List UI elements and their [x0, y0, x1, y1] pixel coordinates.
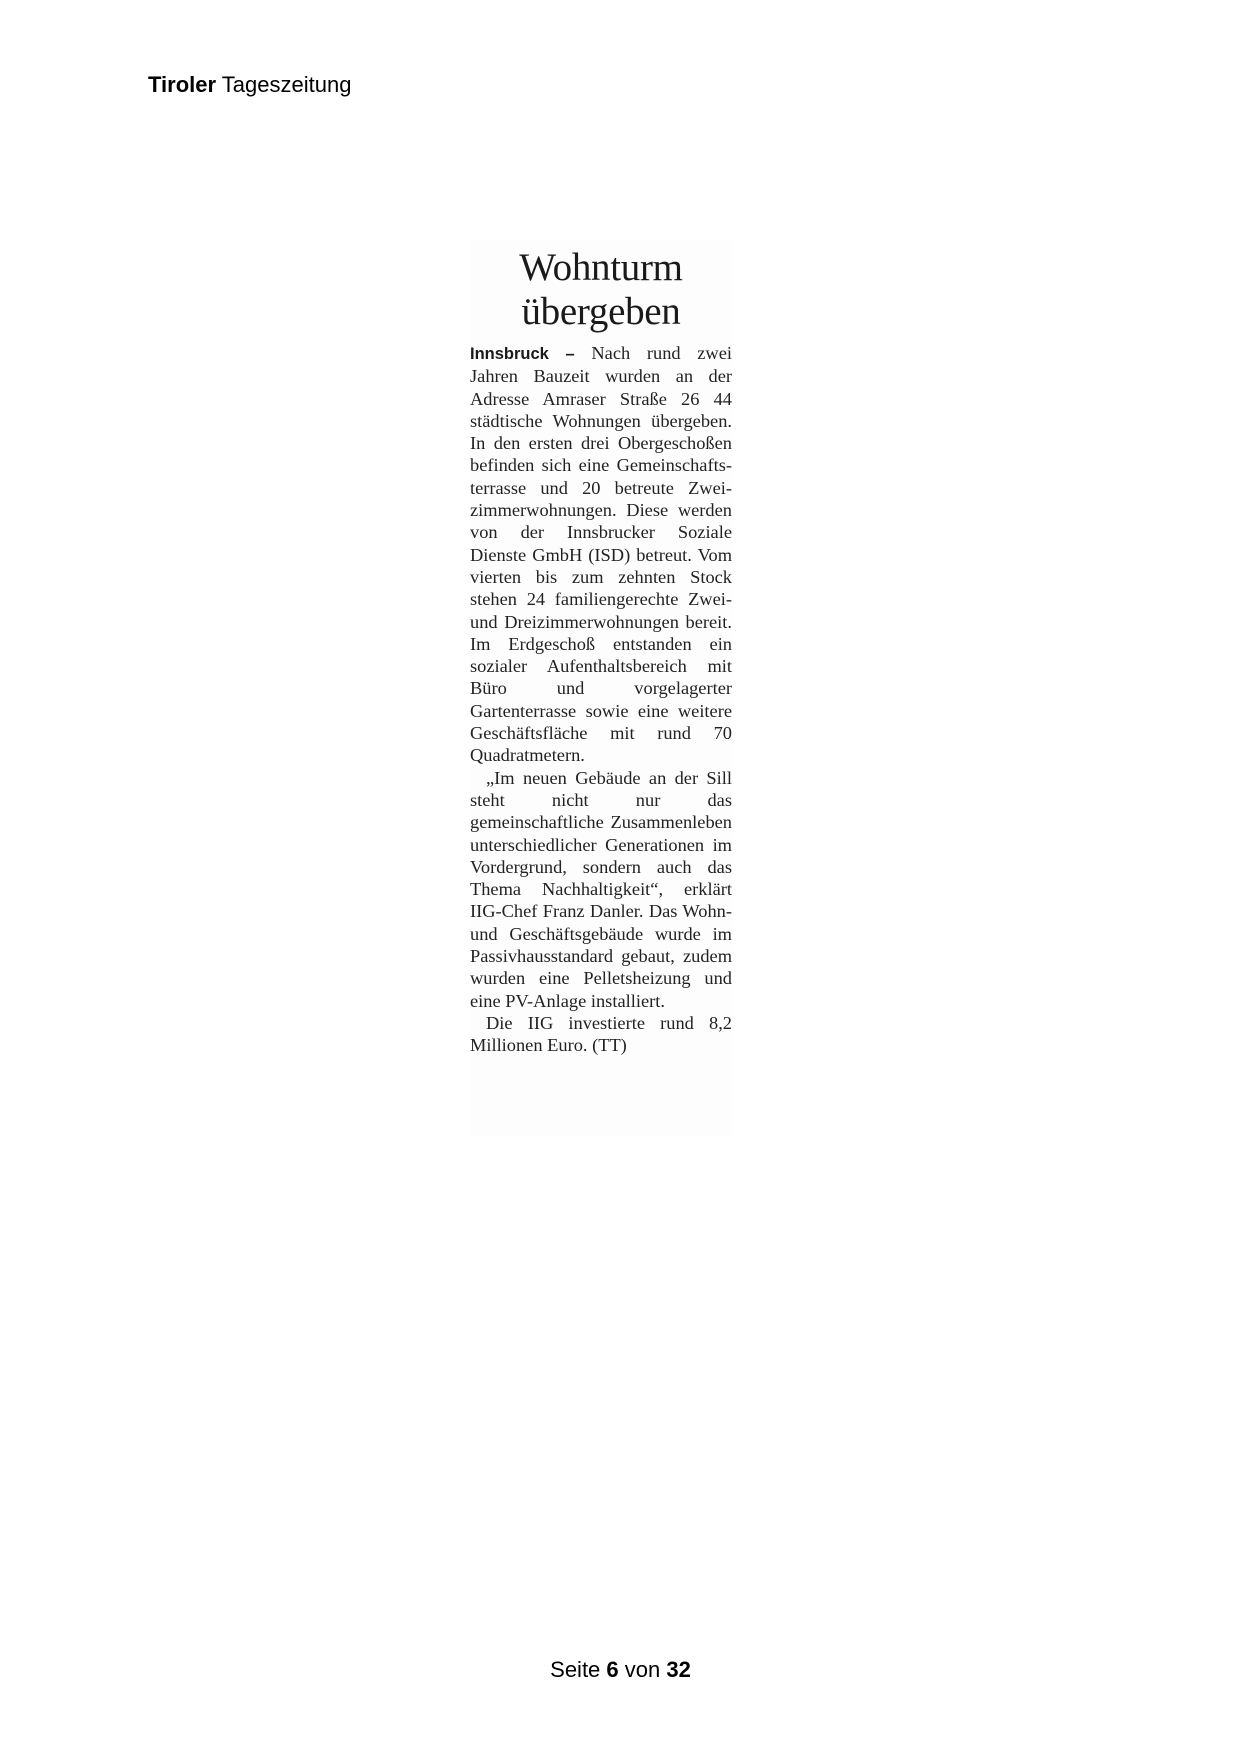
article-clipping [470, 240, 732, 1136]
publication-name [148, 72, 351, 98]
publication-name-bold: Tiroler [148, 72, 217, 97]
article-paragraph-1 [470, 342, 732, 767]
total-pages: 32 [666, 1657, 691, 1682]
current-page: 6 [606, 1657, 619, 1682]
page-number [0, 1657, 1241, 1683]
article-paragraph-3: Die IIG investierte rund 8,2 Millionen Euro. (TT) [470, 1012, 732, 1056]
headline-line-1: Wohnturm [519, 246, 683, 289]
article-body [470, 342, 732, 1057]
publication-name-regular: Tageszeitung [221, 72, 352, 97]
article-paragraph-2: „Im neuen Gebäude an der Sill steht nicht nur das gemeinschaftliche Zusammenleben unterschiedlicher Generationen im Vordergrund, sondern auch das Thema Nachhaltigkeit“, erklärt IIG-Chef Franz Danler. Das Wohn- und Geschäftsgebäude wurde im Passivhausstandard gebaut, zudem wurden eine Pelletsheizung und eine PV-Anlage installiert. [470, 767, 732, 1011]
article-headline [470, 246, 732, 334]
dateline-dash: – [548, 345, 592, 363]
article-dateline: Innsbruck [470, 345, 549, 363]
article-paragraph-1-text: Nach rund zwei Jahren Bauzeit wurden an der Adresse Amraser Straße 26 44 städtische Wohnungen übergeben. In den ersten drei Obergeschoßen befinden sich eine Gemeinschaftsterrasse und 20 betreute Zweizimmerwohnungen. Diese werden von der Innsbrucker Soziale Dienste GmbH (ISD) betreut. Vom vierten bis zum zehnten Stock stehen 24 familiengerechte Zwei- und Dreizimmerwohnungen bereit. Im Erdgeschoß entstanden ein sozialer Aufenthaltsbereich mit Büro und vorgelagerter Gartenterrasse sowie eine weitere Geschäftsfläche mit rund 70 Quadratmetern. [470, 343, 732, 766]
headline-line-2: übergeben [521, 290, 681, 333]
page-prefix: Seite [550, 1657, 607, 1682]
page-middle: von [618, 1657, 667, 1682]
